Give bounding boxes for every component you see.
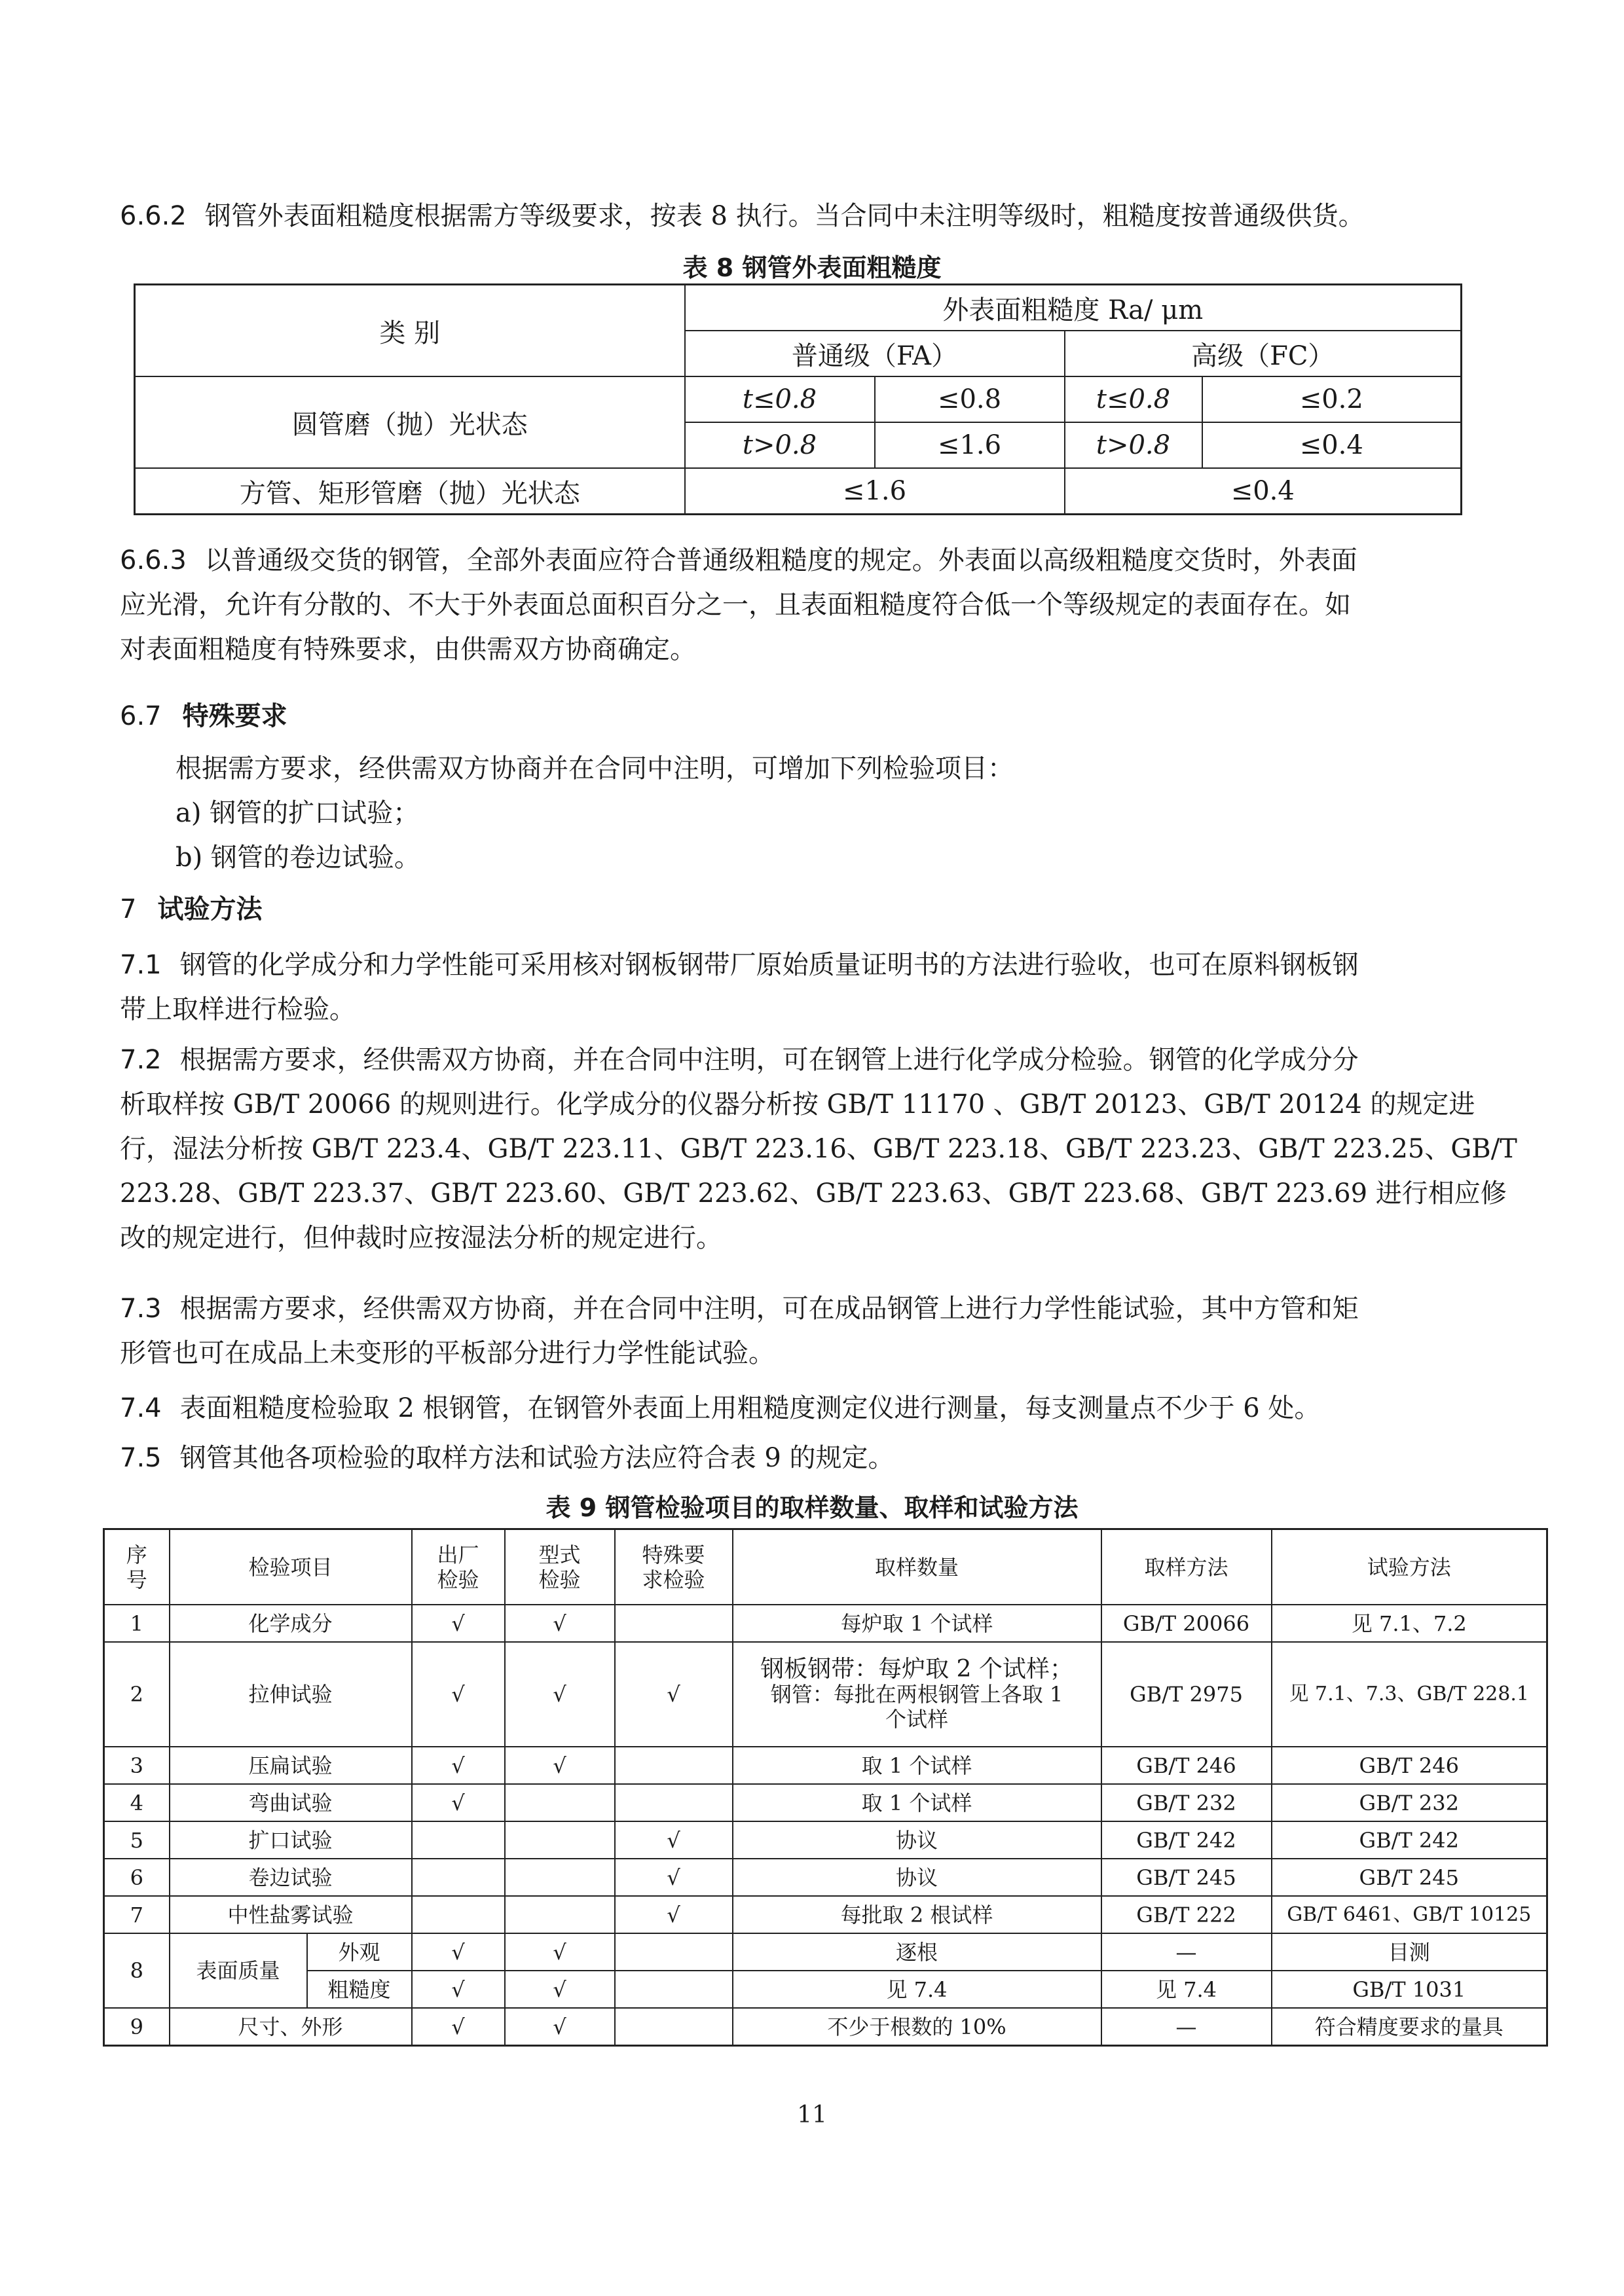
- header-seq-line: 号: [126, 1567, 147, 1592]
- cell-special: [615, 1971, 733, 2008]
- cell-item: 卷边试验: [170, 1859, 412, 1896]
- header-special-line: 特殊要: [642, 1542, 705, 1567]
- cell-special: [615, 1605, 733, 1642]
- clause-number: 7.1: [120, 950, 162, 980]
- cell-qty: 协议: [733, 1821, 1101, 1859]
- cell-type: [505, 1784, 615, 1821]
- header-special-line: 求检验: [642, 1567, 705, 1592]
- cell-test: GB/T 232: [1272, 1784, 1547, 1821]
- list-item: a) 钢管的扩口试验；: [175, 798, 420, 828]
- cell-test: GB/T 246: [1272, 1747, 1547, 1784]
- page-number: 11: [797, 2102, 827, 2128]
- cell-item: 扩口试验: [170, 1821, 412, 1859]
- clause-line: 根据需方要求，经供需双方协商，并在合同中注明，可在成品钢管上进行力学性能试验，其中方管和矩: [179, 1294, 1359, 1324]
- cell-seq: 7: [104, 1896, 170, 1933]
- clause-number: 7.2: [120, 1045, 162, 1075]
- cell-qty: [733, 1642, 1101, 1747]
- cell-test: GB/T 245: [1272, 1859, 1547, 1896]
- cell-type: √: [505, 2008, 615, 2046]
- table-header-row: [104, 1529, 1547, 1605]
- section-title: 试验方法: [157, 894, 263, 924]
- clause-number: 6.6.3: [120, 545, 187, 575]
- clause-6-6-3: [120, 538, 1357, 672]
- header-special: [615, 1529, 733, 1605]
- clause-7-5: [120, 1436, 895, 1480]
- cell-sampling: GB/T 2975: [1101, 1642, 1272, 1747]
- table-row: [104, 1784, 1547, 1821]
- cell-factory: √: [412, 1642, 505, 1747]
- clause-text: 表面粗糙度检验取 2 根钢管，在钢管外表面上用粗糙度测定仪进行测量，每支测量点不少于 6 处。: [179, 1393, 1321, 1423]
- clause-line: 改的规定进行，但仲裁时应按湿法分析的规定进行。: [120, 1223, 722, 1253]
- cell-seq: 2: [104, 1642, 170, 1747]
- cell-factory: √: [412, 1605, 505, 1642]
- clause-6-6-2: [120, 194, 1365, 238]
- cell-square-fa: ≤1.6: [685, 468, 1065, 515]
- qty-line: 个试样: [885, 1707, 949, 1732]
- table-8-surface-roughness: [134, 283, 1462, 515]
- clause-line: 钢管的化学成分和力学性能可采用核对钢板钢带厂原始质量证明书的方法进行验收，也可在原料钢板钢: [179, 950, 1359, 980]
- section-intro: 根据需方要求，经供需双方协商并在合同中注明，可增加下列检验项目：: [175, 754, 1014, 784]
- cell-test: 见 7.1、7.2: [1272, 1605, 1547, 1642]
- header-type: [505, 1529, 615, 1605]
- cell-factory: [412, 1896, 505, 1933]
- cell-fc-cond-2: t>0.8: [1065, 422, 1202, 468]
- clause-line: 根据需方要求，经供需双方协商，并在合同中注明，可在钢管上进行化学成分检验。钢管的化学成分分: [179, 1045, 1359, 1075]
- clause-7-4: [120, 1386, 1320, 1430]
- cell-special: [615, 2008, 733, 2046]
- header-type-line: 检验: [538, 1567, 581, 1592]
- cell-qty: 取 1 个试样: [733, 1747, 1101, 1784]
- clause-line: 应光滑，允许有分散的、不大于外表面总面积百分之一，且表面粗糙度符合低一个等级规定的表面存在。如: [120, 590, 1351, 620]
- cell-fa-val-1: ≤0.8: [875, 376, 1065, 422]
- table-row: [104, 1605, 1547, 1642]
- cell-seq: 6: [104, 1859, 170, 1896]
- cell-factory: √: [412, 1933, 505, 1971]
- header-sampling: 取样方法: [1101, 1529, 1272, 1605]
- header-factory-line: 出厂: [437, 1542, 479, 1567]
- table-row: [104, 1933, 1547, 1971]
- cell-seq: 9: [104, 2008, 170, 2046]
- cell-sampling: —: [1101, 2008, 1272, 2046]
- table-9-inspection-items: [103, 1528, 1548, 2047]
- cell-item: 拉伸试验: [170, 1642, 412, 1747]
- cell-square-fc: ≤0.4: [1065, 468, 1462, 515]
- cell-type: [505, 1896, 615, 1933]
- clause-number: 7.4: [120, 1393, 162, 1423]
- header-qty: 取样数量: [733, 1529, 1101, 1605]
- clause-line: 形管也可在成品上未变形的平板部分进行力学性能试验。: [120, 1338, 775, 1368]
- cell-factory: [412, 1859, 505, 1896]
- cell-factory: √: [412, 2008, 505, 2046]
- header-seq-line: 序: [126, 1542, 147, 1567]
- cell-fc-val-1: ≤0.2: [1202, 376, 1462, 422]
- cell-sampling: GB/T 222: [1101, 1896, 1272, 1933]
- cell-qty: 见 7.4: [733, 1971, 1101, 2008]
- cell-type: √: [505, 1933, 615, 1971]
- header-category: 类 别: [135, 285, 685, 377]
- header-type-line: 型式: [538, 1542, 581, 1567]
- cell-type: √: [505, 1971, 615, 2008]
- cell-type: √: [505, 1605, 615, 1642]
- header-roughness: [685, 285, 1462, 331]
- cell-factory: √: [412, 1971, 505, 2008]
- cell-item: 尺寸、外形: [170, 2008, 412, 2046]
- cell-sampling: GB/T 246: [1101, 1747, 1272, 1784]
- cell-item: 弯曲试验: [170, 1784, 412, 1821]
- cell-sampling: GB/T 245: [1101, 1859, 1272, 1896]
- cell-sampling: GB/T 232: [1101, 1784, 1272, 1821]
- cell-special: √: [615, 1642, 733, 1747]
- cell-fa-cond-2: t>0.8: [685, 422, 875, 468]
- section-number: 6.7: [120, 701, 162, 731]
- cell-test: GB/T 1031: [1272, 1971, 1547, 2008]
- section-number: 7: [120, 894, 137, 924]
- clause-line: 析取样按 GB/T 20066 的规则进行。化学成分的仪器分析按 GB/T 11170 、GB/T 20123、GB/T 20124 的规定进: [120, 1089, 1475, 1120]
- cell-fc-cond-1: t≤0.8: [1065, 376, 1202, 422]
- cell-item: 中性盐雾试验: [170, 1896, 412, 1933]
- cell-test: GB/T 6461、GB/T 10125: [1272, 1896, 1547, 1933]
- cell-sampling: 见 7.4: [1101, 1971, 1272, 2008]
- row-square-label: 方管、矩形管磨（抛）光状态: [135, 468, 685, 515]
- cell-seq: 1: [104, 1605, 170, 1642]
- header-seq: [104, 1529, 170, 1605]
- cell-qty: 每炉取 1 个试样: [733, 1605, 1101, 1642]
- cell-fa-cond-1: t≤0.8: [685, 376, 875, 422]
- cell-seq: 3: [104, 1747, 170, 1784]
- header-roughness-text: 外表面粗糙度 Ra/ μm: [942, 295, 1204, 325]
- cell-subitem: 外观: [307, 1933, 412, 1971]
- cell-special: [615, 1784, 733, 1821]
- table-8-caption: 表 8 钢管外表面粗糙度: [682, 253, 942, 282]
- cell-qty: 协议: [733, 1859, 1101, 1896]
- cell-special: √: [615, 1896, 733, 1933]
- cell-test: 目测: [1272, 1933, 1547, 1971]
- cell-test: 符合精度要求的量具: [1272, 2008, 1547, 2046]
- cell-item: 化学成分: [170, 1605, 412, 1642]
- cell-test: 见 7.1、7.3、GB/T 228.1: [1272, 1642, 1547, 1747]
- cell-special: √: [615, 1821, 733, 1859]
- header-factory-line: 检验: [437, 1567, 479, 1592]
- cell-type: [505, 1821, 615, 1859]
- row-round-label: 圆管磨（抛）光状态: [135, 376, 685, 468]
- clause-line: 行，湿法分析按 GB/T 223.4、GB/T 223.11、GB/T 223.16、GB/T 223.18、GB/T 223.23、GB/T 223.25、GB/T: [120, 1134, 1517, 1164]
- cell-sampling: GB/T 242: [1101, 1821, 1272, 1859]
- cell-seq: 5: [104, 1821, 170, 1859]
- table-row: [104, 1896, 1547, 1933]
- clause-line: 223.28、GB/T 223.37、GB/T 223.60、GB/T 223.62、GB/T 223.63、GB/T 223.68、GB/T 223.69 进行相应修: [120, 1178, 1507, 1209]
- cell-sampling: —: [1101, 1933, 1272, 1971]
- section-title: 特殊要求: [182, 701, 287, 731]
- clause-line: 以普通级交货的钢管，全部外表面应符合普通级粗糙度的规定。外表面以高级粗糙度交货时，外表面: [204, 545, 1357, 575]
- cell-factory: [412, 1821, 505, 1859]
- header-factory: [412, 1529, 505, 1605]
- cell-special: √: [615, 1859, 733, 1896]
- cell-sampling: GB/T 20066: [1101, 1605, 1272, 1642]
- cell-type: √: [505, 1642, 615, 1747]
- cell-type: [505, 1859, 615, 1896]
- clause-text: 钢管其他各项检验的取样方法和试验方法应符合表 9 的规定。: [179, 1443, 895, 1473]
- cell-qty: 取 1 个试样: [733, 1784, 1101, 1821]
- section-7-heading: [120, 887, 262, 932]
- cell-factory: √: [412, 1784, 505, 1821]
- table-row: [104, 2008, 1547, 2046]
- header-test: 试验方法: [1272, 1529, 1547, 1605]
- header-item: 检验项目: [170, 1529, 412, 1605]
- clause-line: 对表面粗糙度有特殊要求，由供需双方协商确定。: [120, 634, 696, 665]
- table-row: [104, 1747, 1547, 1784]
- cell-special: [615, 1747, 733, 1784]
- clause-number: 7.3: [120, 1294, 162, 1324]
- cell-fc-val-2: ≤0.4: [1202, 422, 1462, 468]
- clause-7-1: [120, 943, 1359, 1032]
- cell-seq: 8: [104, 1933, 170, 2008]
- clause-number: 7.5: [120, 1443, 162, 1473]
- header-fa: 普通级（FA）: [685, 331, 1065, 376]
- list-item: b) 钢管的卷边试验。: [175, 843, 420, 873]
- cell-qty: 每批取 2 根试样: [733, 1896, 1101, 1933]
- cell-fa-val-2: ≤1.6: [875, 422, 1065, 468]
- table-row: [104, 1971, 1547, 2008]
- cell-special: [615, 1933, 733, 1971]
- clause-text: 钢管外表面粗糙度根据需方等级要求，按表 8 执行。当合同中未注明等级时，粗糙度按普通级供货。: [204, 201, 1365, 231]
- cell-qty: 逐根: [733, 1933, 1101, 1971]
- table-row: [104, 1859, 1547, 1896]
- cell-test: GB/T 242: [1272, 1821, 1547, 1859]
- cell-type: √: [505, 1747, 615, 1784]
- clause-7-3: [120, 1286, 1359, 1376]
- table-row: [104, 1821, 1547, 1859]
- table-row: [104, 1642, 1547, 1747]
- section-6-7-body: [175, 746, 1014, 880]
- table-9-caption: 表 9 钢管检验项目的取样数量、取样和试验方法: [545, 1493, 1079, 1522]
- cell-subitem: 粗糙度: [307, 1971, 412, 2008]
- clause-line: 带上取样进行检验。: [120, 994, 356, 1025]
- cell-item-group: 表面质量: [170, 1933, 307, 2008]
- cell-factory: √: [412, 1747, 505, 1784]
- cell-item: 压扁试验: [170, 1747, 412, 1784]
- qty-line: 钢板钢带：每炉取 2 个试样；: [760, 1656, 1073, 1683]
- clause-7-2: [120, 1038, 1517, 1260]
- clause-number: 6.6.2: [120, 201, 187, 231]
- qty-line: 钢管：每批在两根钢管上各取 1: [770, 1682, 1063, 1707]
- section-6-7-heading: [120, 694, 287, 738]
- header-fc: 高级（FC）: [1065, 331, 1462, 376]
- cell-seq: 4: [104, 1784, 170, 1821]
- cell-qty: 不少于根数的 10%: [733, 2008, 1101, 2046]
